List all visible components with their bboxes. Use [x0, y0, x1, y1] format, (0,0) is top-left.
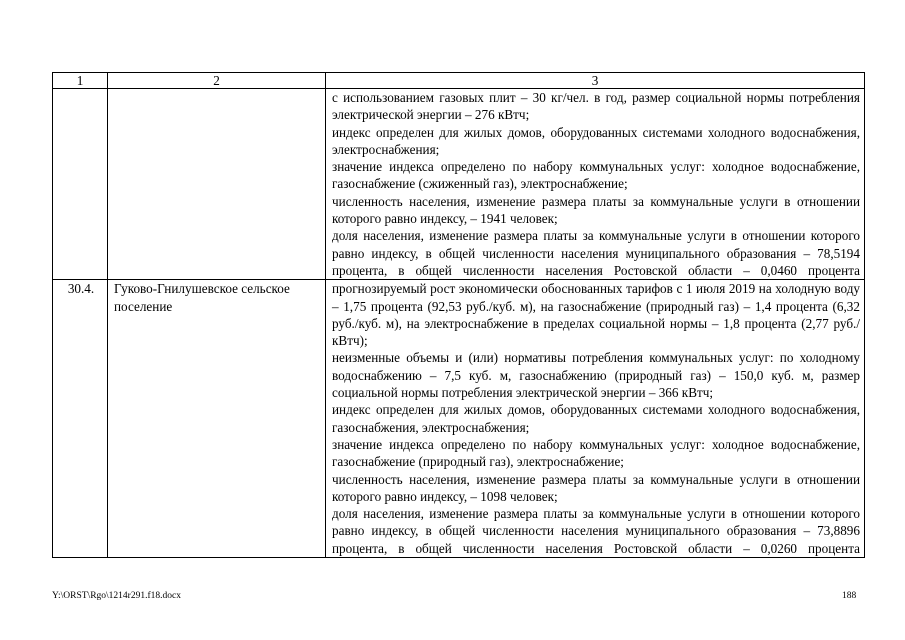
description-paragraph: численность населения, изменение размера платы за коммунальные услуги в отношении которого равно индексу, – 1941 человек;: [332, 193, 860, 227]
description-paragraph: индекс определен для жилых домов, оборудованных системами холодного водоснабжения, газоснабжения, электроснабжения;: [332, 402, 860, 435]
description-paragraph: значение индекса определено по набору коммунальных услуг: холодное водоснабжение, газоснабжение (природный газ), электроснабжение;: [332, 436, 860, 470]
description-paragraph: доля населения, изменение размера платы за коммунальные услуги в отношении которого равно индексу, в общей численности населения муниципального образования – 78,5194 процента, в общей численности населения Ростовской области – 0,0460 процента: [332, 228, 860, 278]
description-paragraph: прогнозируемый рост экономически обоснованных тарифов с 1 июля 2019 на холодную воду – 1,75 процента (92,53 руб./куб. м), на газоснабжение (природный газ) – 1,4 процента (6,32 руб./куб. м), на электроснабжение в пределах социальной нормы – 1,8 процента (2,77 руб./кВтч);: [332, 281, 860, 349]
description-paragraph: индекс определен для жилых домов, оборудованных системами холодного водоснабжения, электроснабжения;: [332, 124, 860, 157]
description-paragraph: с использованием газовых плит – 30 кг/чел. в год, размер социальной нормы потребления электрической энергии – 276 кВтч;: [332, 90, 860, 123]
file-path-footer: Y:\ORST\Rgo\1214r291.f18.docx: [52, 591, 181, 601]
settlement-name-cell: [108, 89, 326, 280]
row-number-cell: 30.4.: [53, 280, 108, 558]
table-row: [53, 280, 865, 558]
description-cell: [326, 280, 865, 558]
row-number-cell: [53, 89, 108, 280]
description-paragraph: значение индекса определено по набору коммунальных услуг: холодное водоснабжение, газоснабжение (сжиженный газ), электроснабжение;: [332, 159, 860, 192]
description-cell: [326, 89, 865, 280]
page-number: 188: [842, 591, 857, 601]
tariff-index-table: [52, 72, 865, 558]
description-paragraph: численность населения, изменение размера платы за коммунальные услуги в отношении которого равно индексу, – 1098 человек;: [332, 471, 860, 504]
column-header-2: 2: [108, 73, 326, 89]
column-header-1: 1: [53, 73, 108, 89]
description-paragraph: неизменные объемы и (или) нормативы потребления коммунальных услуг: по холодному водоснабжению – 7,5 куб. м, газоснабжению (природный газ) – 150,0 куб. м, размер социальной нормы потребления электрической энергии – 366 кВтч;: [332, 350, 860, 401]
table-row: [53, 89, 865, 280]
header-row: [53, 73, 865, 89]
column-header-3: 3: [326, 73, 865, 89]
settlement-name-cell: Гуково-Гнилушевское сельское поселение: [108, 280, 326, 558]
description-paragraph: доля населения, изменение размера платы за коммунальные услуги в отношении которого равно индексу, в общей численности населения муниципального образования – 73,8896 процента, в общей численности населения Ростовской области – 0,0260 процента: [332, 506, 860, 556]
